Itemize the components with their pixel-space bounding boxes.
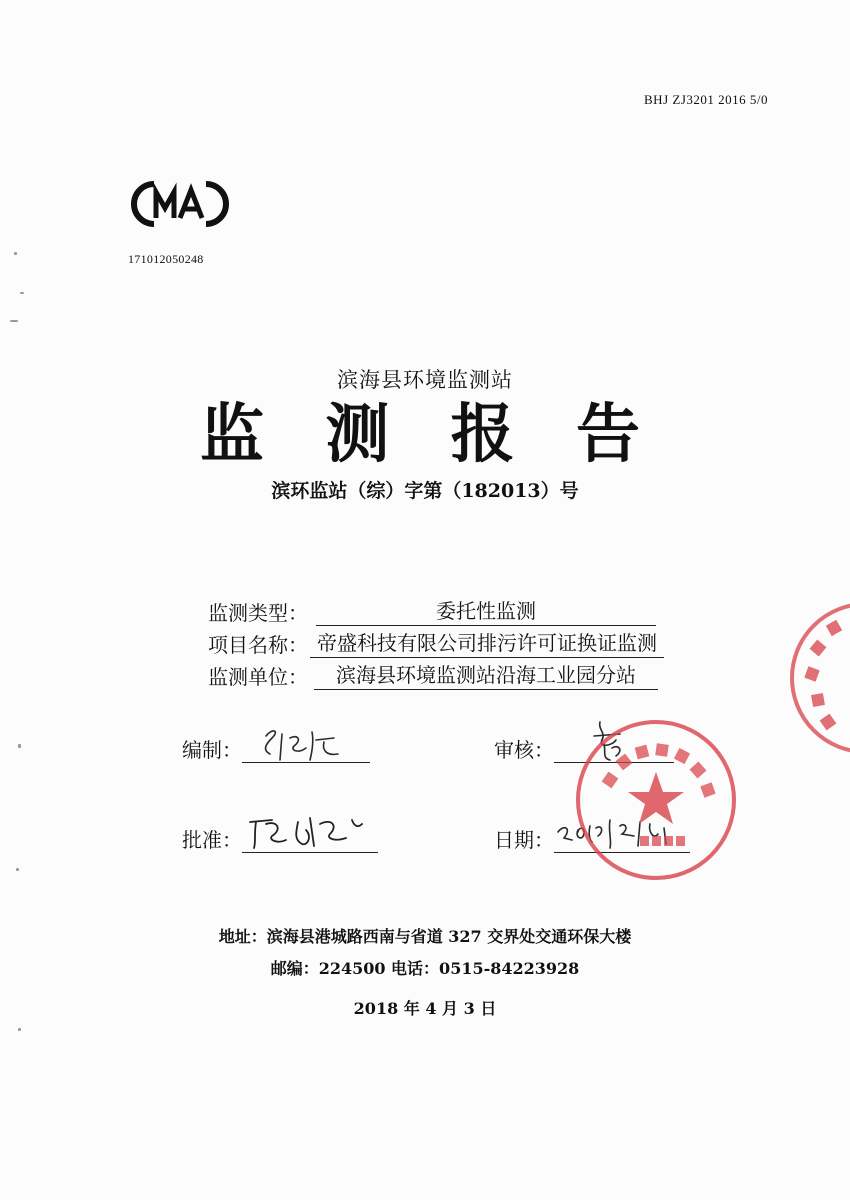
monitoring-unit-value: 滨海县环境监测站沿海工业园分站 xyxy=(314,659,658,690)
title-char: 告 xyxy=(575,397,640,472)
approver-label: 批准： xyxy=(182,828,242,852)
scan-speck xyxy=(18,1028,21,1031)
project-name-value: 帝盛科技有限公司排污许可证换证监测 xyxy=(310,627,664,658)
scan-speck xyxy=(14,252,17,255)
report-title xyxy=(200,397,640,472)
project-name-label: 项目名称： xyxy=(208,633,308,657)
compiler-signature xyxy=(242,724,370,764)
monitoring-type-value: 委托性监测 xyxy=(316,595,656,626)
official-seal-icon xyxy=(572,716,740,884)
footer-address: 地址：滨海县港城路西南与省道 327 交界处交通环保大楼 xyxy=(218,927,632,946)
monitoring-type-row xyxy=(190,598,656,626)
compiler-signature-line xyxy=(242,732,370,763)
title-char: 报 xyxy=(450,397,515,472)
approver-signature-line xyxy=(242,822,378,853)
issue-date: 2018 年 4 月 3 日 xyxy=(353,999,497,1018)
monitoring-unit-label: 监测单位： xyxy=(208,665,308,689)
compiler-field xyxy=(182,732,370,763)
monitoring-type-label: 监测类型： xyxy=(208,601,308,625)
cma-certificate-number: 171012050248 xyxy=(128,252,204,266)
project-name-row xyxy=(190,630,664,658)
cma-logo-icon xyxy=(128,178,232,230)
footer-contact: 邮编：224500 电话：0515-84223928 xyxy=(270,959,580,978)
report-number: 滨环监站（综）字第（182013）号 xyxy=(271,480,579,502)
station-name: 滨海县环境监测站 xyxy=(337,368,513,392)
scan-speck xyxy=(18,744,21,748)
scan-speck xyxy=(10,320,18,322)
monitoring-unit-row xyxy=(190,662,658,690)
scan-speck xyxy=(20,292,24,294)
date-label: 日期： xyxy=(494,828,554,852)
compiler-label: 编制： xyxy=(182,738,242,762)
partial-seal-icon xyxy=(786,598,850,758)
title-char: 测 xyxy=(325,397,390,472)
title-char: 监 xyxy=(200,397,264,472)
reviewer-label: 审核： xyxy=(494,738,554,762)
approver-signature xyxy=(242,810,378,854)
scan-speck xyxy=(16,868,19,871)
approver-field xyxy=(182,822,378,853)
document-code: BHJ ZJ3201 2016 5/0 xyxy=(644,92,768,107)
